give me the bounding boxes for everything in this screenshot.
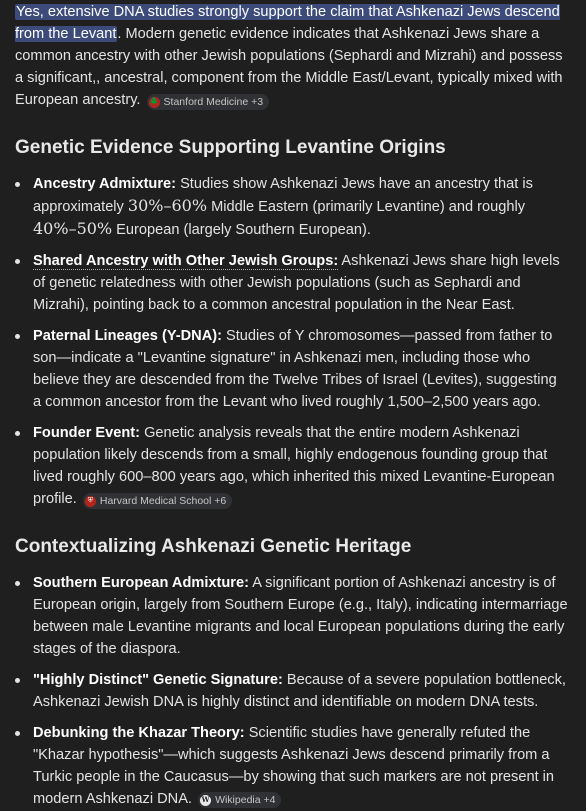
list-item-term: Debunking the Khazar Theory: <box>33 725 245 741</box>
source-chip-label: Harvard Medical School +6 <box>99 495 227 507</box>
list-item-text: Ashkenazi Jews share high levels of genetic relatedness with other Jewish populations (such as Sephardi and Mizrahi), pointing back to a common ancestral population in the Near East. <box>33 253 560 313</box>
section-heading-levantine: Genetic Evidence Supporting Levantine Origins <box>15 137 446 158</box>
list-item-text: A significant portion of Ashkenazi ancestry is of European origin, largely from Southern Europe (e.g., Italy), indicating intermarriage between male Levantine migrants and local European populations during the early stages of the diaspora. <box>33 575 568 657</box>
list-item-term: Founder Event: <box>33 425 141 441</box>
list-item-term: "Highly Distinct" Genetic Signature: <box>33 672 283 688</box>
list-item-highly-distinct <box>15 669 568 713</box>
list-item-text: European (largely Southern European). <box>112 222 371 238</box>
list-item-text: Scientific studies have generally refuted the "Khazar hypothesis"—which suggests Ashkenazi Jews descend primarily from a Turkic people in the Caucasus—by showing that such markers are not present in modern Ashkenazi DNA. <box>33 725 555 807</box>
list-item-southern-european <box>15 572 568 660</box>
list-item-founder-event <box>15 422 568 510</box>
intro-paragraph <box>15 0 568 111</box>
harvard-logo-icon: ⛨ <box>85 496 96 507</box>
list-item-term: Southern European Admixture: <box>33 575 249 591</box>
list-item-text: Genetic analysis reveals that the entire modern Ashkenazi population likely descends from a small, highly endogenous founding group that lived roughly 600–800 years ago, which inherited this mixed Levantine-European profile. <box>33 425 555 507</box>
stanford-logo-icon: 🌲 <box>149 97 160 108</box>
context-list <box>15 572 568 810</box>
section-heading-context: Contextualizing Ashkenazi Genetic Heritage <box>15 536 412 557</box>
list-item-term: Ancestry Admixture: <box>33 176 177 192</box>
percent-range: 30%–60% <box>127 196 208 215</box>
wikipedia-logo-icon: W <box>201 795 210 804</box>
source-chip-label: Stanford Medicine +3 <box>163 96 264 108</box>
source-chip-label: Wikipedia +4 <box>215 794 276 806</box>
list-item-text: Middle Eastern (primarily Levantine) and roughly <box>207 199 526 215</box>
list-item-text: Studies of Y chromosomes—passed from father to son—indicate a "Levantine signature" in Ashkenazi men, including those who believe they are descended from the Twelve Tribes of Israel (Levites), suggesting a common ancestor from the Levant who lived roughly 1,500–2,500 years ago. <box>33 328 557 410</box>
list-item-term: Paternal Lineages (Y-DNA): <box>33 328 222 344</box>
list-item-shared-ancestry <box>15 250 568 316</box>
list-item-text: Studies show Ashkenazi Jews have an ancestry that is approximately <box>33 176 533 215</box>
list-item-paternal-lineages <box>15 325 568 413</box>
source-chip-harvard[interactable] <box>83 493 232 509</box>
source-chip-wikipedia[interactable] <box>198 792 281 808</box>
list-item-term[interactable]: Shared Ancestry with Other Jewish Groups: <box>33 253 339 269</box>
percent-range: 40%–50% <box>33 219 113 238</box>
list-item-ancestry-admixture <box>15 173 568 241</box>
intro-text: . Modern genetic evidence indicates that Ashkenazi Jews share a common ancestry with other Jewish populations (Sephardi and Mizrahi) and possess a significant,, ancestral, component from the Middle East/Levant, typically mixed with European ancestry. <box>15 26 563 108</box>
source-chip-stanford[interactable] <box>147 94 270 110</box>
list-item-text: Because of a severe population bottleneck, Ashkenazi Jewish DNA is highly distinct and identifiable on modern DNA tests. <box>33 672 566 710</box>
highlighted-answer[interactable]: Yes, extensive DNA studies strongly support the claim that Ashkenazi Jews descend from the Levant <box>15 4 560 42</box>
levantine-evidence-list <box>15 173 568 510</box>
list-item-khazar-theory <box>15 722 568 810</box>
